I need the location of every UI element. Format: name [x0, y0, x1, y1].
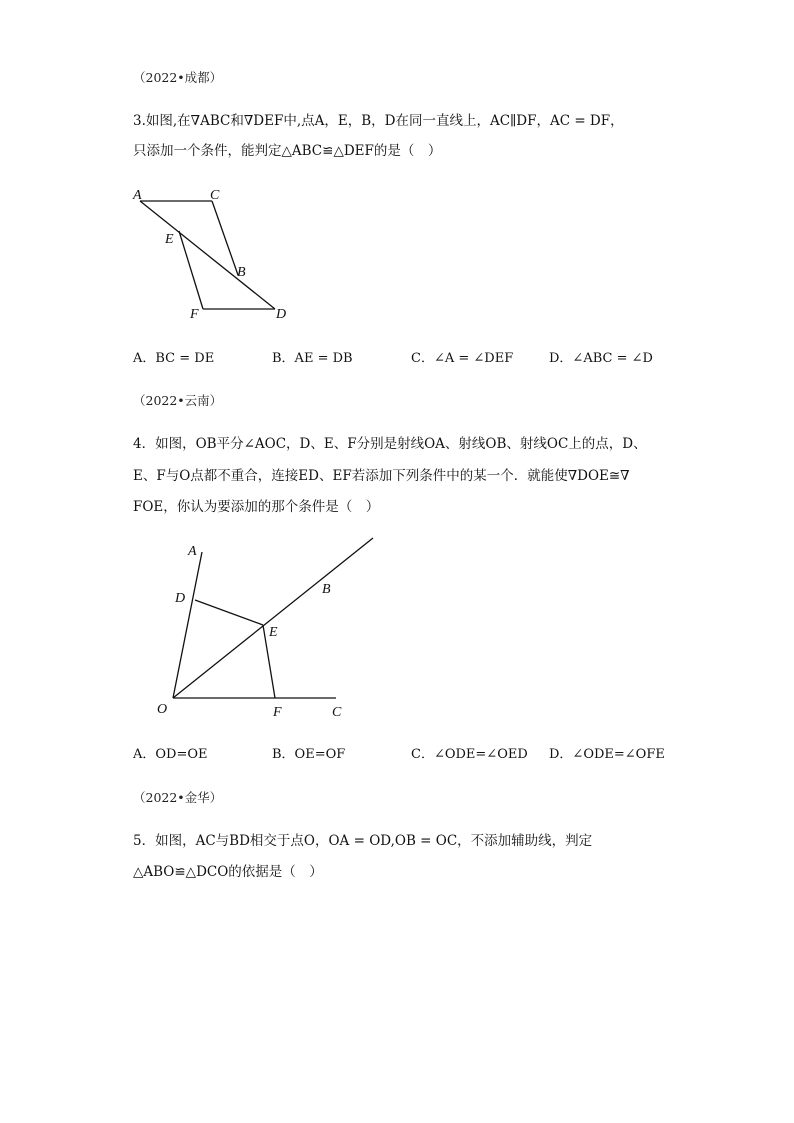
q4-text-line1: 4．如图，OB平分∠AOC，D、E、F分别是射线OA、射线OB、射线OC上的点，D、 [133, 436, 647, 452]
q3-option-a: A．BC = DE [133, 351, 215, 366]
q4-ray-OB [173, 538, 373, 698]
q4-option-d: D．∠ODE=∠OFE [549, 747, 665, 762]
q3-label-C: C [210, 188, 220, 203]
q4-text-line2: E、F与O点都不重合，连接ED、EF若添加下列条件中的某一个．就能使∇DOE≅∇ [133, 468, 630, 484]
q3-label-A: A [133, 188, 142, 203]
q4-label-C: C [332, 705, 342, 720]
q3-line-AD [140, 201, 275, 309]
q4-text-line3: FOE，你认为要添加的那个条件是（ ） [133, 499, 380, 515]
q4-label-A: A [188, 544, 197, 559]
q4-label-E: E [269, 625, 278, 640]
q5-text-line1: 5．如图，AC与BD相交于点O，OA = OD,OB = OC，不添加辅助线，判定 [133, 833, 593, 849]
q3-label-F: F [190, 307, 199, 322]
q4-label-D: D [175, 591, 186, 606]
q3-label-B: B [237, 265, 246, 280]
q4-option-c: C．∠ODE=∠OED [411, 747, 528, 762]
q3-line-CB [212, 201, 238, 275]
q3-text-line2: 只添加一个条件，能判定△ABC≌△DEF的是（ ） [133, 143, 442, 159]
q4-option-b: B．OE=OF [272, 747, 346, 762]
q3-line-EF [179, 231, 203, 309]
q4-label-O: O [157, 702, 168, 717]
q3-text-line1: 3.如图,在∇ABC和∇DEF中,点A，E，B，D在同一直线上，AC∥DF，AC = DF， [133, 113, 624, 129]
q3-option-b: B．AE = DB [272, 351, 353, 366]
q3-option-c: C．∠A = ∠DEF [411, 351, 514, 366]
q4-option-a: A．OD=OE [133, 747, 208, 762]
q4-label-B: B [322, 582, 331, 597]
q5-source: （2022•金华） [133, 790, 223, 805]
q4-segment-DE [195, 600, 263, 625]
q4-figure [150, 532, 380, 722]
q3-source: （2022•成都） [133, 70, 223, 85]
q4-ray-OA [173, 552, 202, 698]
q4-source: （2022•云南） [133, 393, 223, 408]
q5-text-line2: △ABO≌△DCO的依据是（ ） [133, 864, 323, 880]
q3-label-D: D [276, 307, 287, 322]
q3-option-d: D．∠ABC = ∠D [549, 351, 653, 366]
q4-label-F: F [273, 705, 282, 720]
q3-figure [125, 180, 305, 325]
q3-label-E: E [165, 232, 174, 247]
